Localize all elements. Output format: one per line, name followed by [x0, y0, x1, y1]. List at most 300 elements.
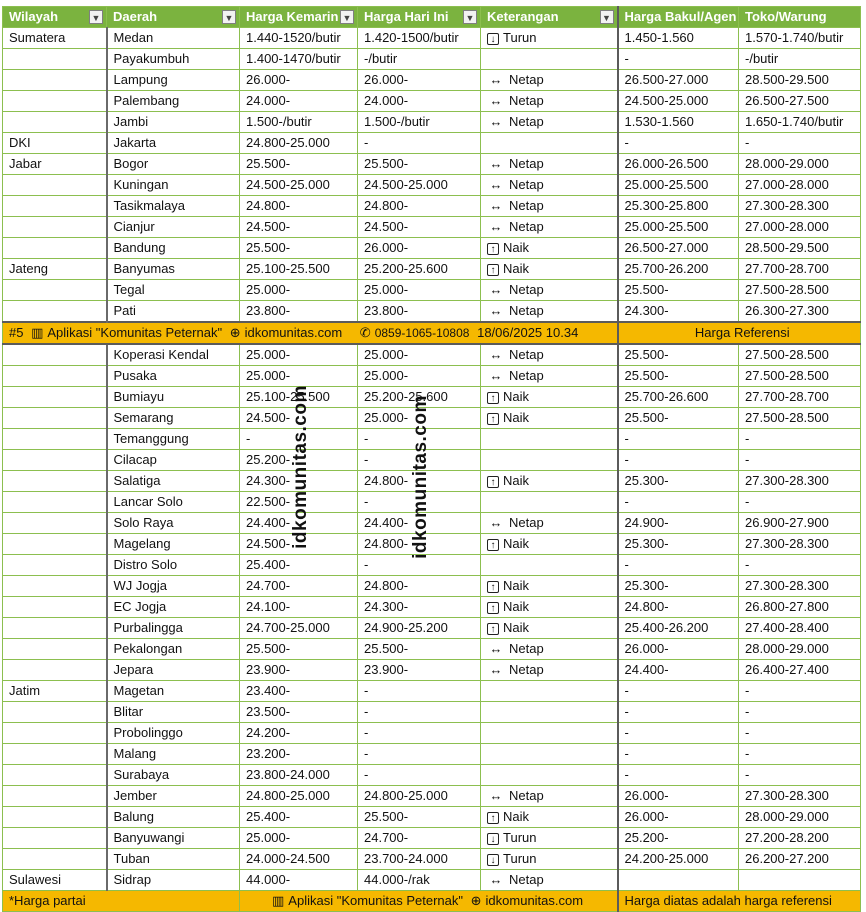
harga-hari-ini-cell: 26.000-	[358, 238, 481, 259]
keterangan-label: Netap	[509, 872, 544, 887]
toko-warung-cell: -	[739, 429, 861, 450]
harga-kemarin-cell: 25.400-	[240, 555, 358, 576]
filter-dropdown-icon[interactable]: ▼	[600, 10, 614, 24]
arrow-up-box-icon: ↑	[487, 602, 499, 614]
daerah-cell: Pati	[107, 301, 240, 323]
keterangan-cell	[481, 786, 618, 807]
harga-bakul-cell: 25.200-	[618, 828, 739, 849]
table-row	[3, 723, 861, 744]
toko-warung-cell	[739, 870, 861, 891]
daerah-cell: Magetan	[107, 681, 240, 702]
harga-hari-ini-cell: 24.700-	[358, 828, 481, 849]
toko-warung-cell: 27.500-28.500	[739, 280, 861, 301]
wilayah-cell	[3, 744, 107, 765]
toko-warung-cell: 27.500-28.500	[739, 344, 861, 366]
toko-warung-cell: 27.400-28.400	[739, 618, 861, 639]
daerah-cell: Payakumbuh	[107, 49, 240, 70]
harga-bakul-cell: -	[618, 450, 739, 471]
harga-bakul-cell: -	[618, 133, 739, 154]
wilayah-cell	[3, 238, 107, 259]
harga-kemarin-cell: 23.200-	[240, 744, 358, 765]
harga-bakul-cell: 25.500-	[618, 408, 739, 429]
keterangan-label: Naik	[503, 620, 530, 635]
daerah-cell: Lampung	[107, 70, 240, 91]
keterangan-cell	[481, 387, 618, 408]
harga-hari-ini-cell: 25.200-25.600	[358, 387, 481, 408]
harga-kemarin-cell: 25.100-25.500	[240, 259, 358, 280]
harga-bakul-cell: 25.300-	[618, 576, 739, 597]
filter-dropdown-icon[interactable]: ▼	[340, 10, 354, 24]
harga-hari-ini-cell: 25.000-	[358, 280, 481, 301]
harga-hari-ini-cell: -	[358, 555, 481, 576]
keterangan-cell	[481, 217, 618, 238]
harga-bakul-cell: -	[618, 702, 739, 723]
footer-app-info	[240, 891, 618, 912]
toko-warung-cell: 26.400-27.400	[739, 660, 861, 681]
table-row	[3, 744, 861, 765]
keterangan-cell	[481, 28, 618, 49]
daerah-cell: Medan	[107, 28, 240, 49]
daerah-cell: Magelang	[107, 534, 240, 555]
toko-warung-cell: -	[739, 744, 861, 765]
header-row	[3, 7, 861, 28]
harga-kemarin-cell: 1.400-1470/butir	[240, 49, 358, 70]
keterangan-cell	[481, 450, 618, 471]
harga-kemarin-cell: 25.000-	[240, 280, 358, 301]
harga-kemarin-cell: 23.800-24.000	[240, 765, 358, 786]
keterangan-cell	[481, 70, 618, 91]
harga-bakul-cell: 25.500-	[618, 366, 739, 387]
table-row	[3, 576, 861, 597]
wilayah-cell	[3, 807, 107, 828]
harga-kemarin-cell: 25.200-	[240, 450, 358, 471]
keterangan-cell	[481, 849, 618, 870]
toko-warung-cell: -	[739, 681, 861, 702]
toko-warung-cell: 28.000-29.000	[739, 639, 861, 660]
harga-kemarin-cell: 24.000-	[240, 91, 358, 112]
toko-warung-cell: 27.000-28.000	[739, 175, 861, 196]
keterangan-label: Netap	[509, 198, 544, 213]
toko-warung-cell: 27.300-28.300	[739, 534, 861, 555]
keterangan-label: Netap	[509, 156, 544, 171]
left-right-arrow-icon: ↔	[489, 662, 503, 677]
table-row	[3, 175, 861, 196]
table-row	[3, 196, 861, 217]
keterangan-cell	[481, 366, 618, 387]
keterangan-cell	[481, 723, 618, 744]
daerah-cell: Jepara	[107, 660, 240, 681]
harga-hari-ini-cell: -	[358, 723, 481, 744]
harga-kemarin-cell: 25.500-	[240, 154, 358, 175]
harga-hari-ini-cell: -	[358, 702, 481, 723]
harga-kemarin-cell: 24.700-	[240, 576, 358, 597]
wilayah-cell	[3, 639, 107, 660]
wilayah-cell	[3, 280, 107, 301]
left-right-arrow-icon: ↔	[489, 347, 503, 362]
keterangan-label: Naik	[503, 389, 530, 404]
toko-warung-cell: -	[739, 133, 861, 154]
toko-warung-cell: -	[739, 723, 861, 744]
harga-kemarin-cell: 24.500-	[240, 217, 358, 238]
left-right-arrow-icon: ↔	[489, 872, 503, 887]
header-harga-bakul[interactable]: Harga Bakul/Agen	[618, 7, 739, 28]
harga-hari-ini-cell: 25.000-	[358, 408, 481, 429]
watermark: idkomunitas.com	[289, 385, 311, 549]
arrow-down-box-icon: ↓	[487, 854, 499, 866]
wilayah-cell	[3, 112, 107, 133]
daerah-cell: Pekalongan	[107, 639, 240, 660]
wilayah-cell	[3, 70, 107, 91]
harga-kemarin-cell: 24.800-25.000	[240, 133, 358, 154]
harga-kemarin-cell: 25.000-	[240, 366, 358, 387]
keterangan-label: Naik	[503, 473, 530, 488]
daerah-cell: Kuningan	[107, 175, 240, 196]
table-row	[3, 828, 861, 849]
wilayah-cell	[3, 471, 107, 492]
table-row	[3, 259, 861, 280]
harga-hari-ini-cell: -	[358, 429, 481, 450]
harga-hari-ini-cell: 26.000-	[358, 70, 481, 91]
toko-warung-cell: 26.200-27.200	[739, 849, 861, 870]
table-row	[3, 301, 861, 323]
keterangan-cell	[481, 133, 618, 154]
globe-icon: ⊕	[470, 893, 482, 908]
keterangan-label: Netap	[509, 662, 544, 677]
harga-hari-ini-cell: 24.800-	[358, 196, 481, 217]
app-icon: ▥	[272, 893, 285, 908]
harga-hari-ini-cell: 24.800-	[358, 471, 481, 492]
toko-warung-cell: 27.300-28.300	[739, 576, 861, 597]
harga-bakul-cell: -	[618, 429, 739, 450]
harga-bakul-cell: 25.300-25.800	[618, 196, 739, 217]
harga-bakul-cell: 26.000-26.500	[618, 154, 739, 175]
wilayah-cell	[3, 175, 107, 196]
keterangan-label: Netap	[509, 303, 544, 318]
harga-bakul-cell: 26.000-	[618, 807, 739, 828]
harga-hari-ini-cell: 24.800-	[358, 576, 481, 597]
toko-warung-cell: -	[739, 765, 861, 786]
wilayah-cell	[3, 702, 107, 723]
filter-dropdown-icon[interactable]: ▼	[222, 10, 236, 24]
header-toko-warung[interactable]: Toko/Warung	[739, 7, 861, 28]
wilayah-cell	[3, 555, 107, 576]
harga-bakul-cell: -	[618, 765, 739, 786]
harga-hari-ini-cell: 24.500-	[358, 217, 481, 238]
keterangan-label: Netap	[509, 368, 544, 383]
harga-bakul-cell: 24.800-	[618, 597, 739, 618]
wilayah-cell	[3, 429, 107, 450]
keterangan-label: Netap	[509, 93, 544, 108]
wilayah-cell: Jatim	[3, 681, 107, 702]
harga-kemarin-cell: 23.800-	[240, 301, 358, 323]
keterangan-label: Netap	[509, 114, 544, 129]
left-right-arrow-icon: ↔	[489, 368, 503, 383]
phone-icon: ✆	[359, 325, 371, 340]
harga-hari-ini-cell: 24.800-	[358, 534, 481, 555]
keterangan-cell	[481, 238, 618, 259]
daerah-cell: Pusaka	[107, 366, 240, 387]
harga-kemarin-cell: 25.500-	[240, 238, 358, 259]
harga-bakul-cell: 1.450-1.560	[618, 28, 739, 49]
wilayah-cell	[3, 597, 107, 618]
daerah-cell: Blitar	[107, 702, 240, 723]
wilayah-cell	[3, 723, 107, 744]
toko-warung-cell: 26.500-27.500	[739, 91, 861, 112]
keterangan-cell	[481, 681, 618, 702]
wilayah-cell: Jabar	[3, 154, 107, 175]
daerah-cell: Purbalingga	[107, 618, 240, 639]
harga-hari-ini-cell: 1.500-/butir	[358, 112, 481, 133]
wilayah-cell	[3, 786, 107, 807]
keterangan-cell	[481, 154, 618, 175]
toko-warung-cell: 27.300-28.300	[739, 786, 861, 807]
harga-kemarin-cell: 24.700-25.000	[240, 618, 358, 639]
table-row	[3, 702, 861, 723]
harga-bakul-cell: -	[618, 49, 739, 70]
harga-bakul-cell: 26.000-	[618, 639, 739, 660]
keterangan-cell	[481, 112, 618, 133]
left-right-arrow-icon: ↔	[489, 515, 503, 530]
footer-row	[3, 891, 861, 912]
daerah-cell: Tasikmalaya	[107, 196, 240, 217]
toko-warung-cell: 26.900-27.900	[739, 513, 861, 534]
harga-bakul-cell: -	[618, 681, 739, 702]
keterangan-label: Turun	[503, 830, 537, 845]
wilayah-cell	[3, 301, 107, 323]
toko-warung-cell: 27.300-28.300	[739, 196, 861, 217]
harga-kemarin-cell: 23.500-	[240, 702, 358, 723]
banner-app-name: Aplikasi "Komunitas Peternak"	[47, 325, 223, 340]
daerah-cell: Lancar Solo	[107, 492, 240, 513]
daerah-cell: Koperasi Kendal	[107, 344, 240, 366]
table-row	[3, 849, 861, 870]
keterangan-cell	[481, 744, 618, 765]
banner-website[interactable]: idkomunitas.com	[244, 325, 343, 340]
toko-warung-cell: 27.300-28.300	[739, 471, 861, 492]
keterangan-label: Netap	[509, 641, 544, 656]
wilayah-cell	[3, 492, 107, 513]
daerah-cell: Solo Raya	[107, 513, 240, 534]
wilayah-cell: DKI	[3, 133, 107, 154]
table-body-top	[3, 28, 861, 323]
harga-bakul-cell: 25.700-26.200	[618, 259, 739, 280]
wilayah-cell: Jateng	[3, 259, 107, 280]
keterangan-cell	[481, 301, 618, 323]
harga-hari-ini-cell: 24.300-	[358, 597, 481, 618]
keterangan-cell	[481, 555, 618, 576]
toko-warung-cell: 27.200-28.200	[739, 828, 861, 849]
toko-warung-cell: 28.000-29.000	[739, 807, 861, 828]
arrow-up-box-icon: ↑	[487, 413, 499, 425]
arrow-up-box-icon: ↑	[487, 581, 499, 593]
keterangan-cell	[481, 702, 618, 723]
harga-bakul-cell: -	[618, 744, 739, 765]
harga-bakul-cell: 24.400-	[618, 660, 739, 681]
harga-kemarin-cell: 25.500-	[240, 639, 358, 660]
wilayah-cell	[3, 344, 107, 366]
table-row	[3, 870, 861, 891]
toko-warung-cell: 27.700-28.700	[739, 387, 861, 408]
harga-kemarin-cell: 24.000-24.500	[240, 849, 358, 870]
daerah-cell: Banyumas	[107, 259, 240, 280]
toko-warung-cell: 28.500-29.500	[739, 238, 861, 259]
left-right-arrow-icon: ↔	[489, 198, 503, 213]
toko-warung-cell: 1.570-1.740/butir	[739, 28, 861, 49]
table-row	[3, 70, 861, 91]
app-icon: ▥	[31, 325, 44, 340]
harga-hari-ini-cell: 1.420-1500/butir	[358, 28, 481, 49]
keterangan-label: Netap	[509, 347, 544, 362]
keterangan-cell	[481, 807, 618, 828]
daerah-cell: Temanggung	[107, 429, 240, 450]
daerah-cell: Probolinggo	[107, 723, 240, 744]
wilayah-cell	[3, 408, 107, 429]
keterangan-cell	[481, 175, 618, 196]
keterangan-cell	[481, 828, 618, 849]
keterangan-cell	[481, 408, 618, 429]
harga-hari-ini-cell: -	[358, 492, 481, 513]
wilayah-cell: Sulawesi	[3, 870, 107, 891]
left-right-arrow-icon: ↔	[489, 303, 503, 318]
header-daerah[interactable]: Daerah ▼	[107, 7, 240, 28]
table-row	[3, 618, 861, 639]
wilayah-cell	[3, 387, 107, 408]
info-banner	[3, 322, 618, 344]
footer-note: *Harga partai	[3, 891, 240, 912]
harga-kemarin-cell: 25.100-25.500	[240, 387, 358, 408]
harga-hari-ini-cell: -	[358, 765, 481, 786]
table-row	[3, 366, 861, 387]
keterangan-cell	[481, 660, 618, 681]
table-row	[3, 112, 861, 133]
harga-kemarin-cell: 1.500-/butir	[240, 112, 358, 133]
harga-hari-ini-cell: 23.900-	[358, 660, 481, 681]
left-right-arrow-icon: ↔	[489, 156, 503, 171]
harga-kemarin-cell: 23.400-	[240, 681, 358, 702]
toko-warung-cell: 27.700-28.700	[739, 259, 861, 280]
wilayah-cell	[3, 849, 107, 870]
banner-number: #5	[9, 325, 24, 340]
keterangan-label: Netap	[509, 282, 544, 297]
wilayah-cell	[3, 366, 107, 387]
harga-hari-ini-cell: 44.000-/rak	[358, 870, 481, 891]
arrow-down-box-icon: ↓	[487, 833, 499, 845]
header-harga-kemarin[interactable]: Harga Kemarin ▼	[240, 7, 358, 28]
harga-hari-ini-cell: -	[358, 681, 481, 702]
harga-hari-ini-cell: 24.900-25.200	[358, 618, 481, 639]
harga-hari-ini-cell: 25.500-	[358, 639, 481, 660]
harga-kemarin-cell: 24.500-	[240, 408, 358, 429]
header-keterangan[interactable]: Keterangan ▼	[481, 7, 618, 28]
harga-bakul-cell: 25.300-	[618, 471, 739, 492]
harga-bakul-cell: 25.700-26.600	[618, 387, 739, 408]
toko-warung-cell: 27.000-28.000	[739, 217, 861, 238]
arrow-up-box-icon: ↑	[487, 812, 499, 824]
table-row	[3, 91, 861, 112]
wilayah-cell	[3, 49, 107, 70]
footer-website[interactable]: idkomunitas.com	[485, 893, 584, 908]
filter-dropdown-icon[interactable]: ▼	[463, 10, 477, 24]
keterangan-label: Netap	[509, 219, 544, 234]
arrow-up-box-icon: ↑	[487, 264, 499, 276]
keterangan-label: Naik	[503, 809, 530, 824]
footer-body	[3, 891, 861, 912]
harga-bakul-cell: 26.000-	[618, 786, 739, 807]
keterangan-label: Naik	[503, 536, 530, 551]
harga-bakul-cell: -	[618, 555, 739, 576]
daerah-cell: Tegal	[107, 280, 240, 301]
daerah-cell: Cilacap	[107, 450, 240, 471]
harga-kemarin-cell: 26.000-	[240, 70, 358, 91]
keterangan-cell	[481, 513, 618, 534]
left-right-arrow-icon: ↔	[489, 788, 503, 803]
wilayah-cell	[3, 534, 107, 555]
harga-hari-ini-cell: 24.000-	[358, 91, 481, 112]
harga-hari-ini-cell: 25.500-	[358, 154, 481, 175]
keterangan-label: Netap	[509, 788, 544, 803]
table-row	[3, 217, 861, 238]
harga-kemarin-cell: 24.800-	[240, 196, 358, 217]
toko-warung-cell: 26.800-27.800	[739, 597, 861, 618]
filter-dropdown-icon[interactable]: ▼	[89, 10, 103, 24]
banner-phone[interactable]: 0859-1065-10808	[374, 326, 470, 340]
harga-hari-ini-cell: 25.000-	[358, 366, 481, 387]
header-harga-hari-ini[interactable]: Harga Hari Ini ▼	[358, 7, 481, 28]
keterangan-label: Naik	[503, 599, 530, 614]
banner-datetime: 18/06/2025 10.34	[477, 325, 579, 340]
harga-kemarin-cell: 23.900-	[240, 660, 358, 681]
harga-hari-ini-cell: 25.000-	[358, 344, 481, 366]
daerah-cell: Jambi	[107, 112, 240, 133]
daerah-cell: Palembang	[107, 91, 240, 112]
wilayah-cell	[3, 618, 107, 639]
keterangan-label: Netap	[509, 72, 544, 87]
left-right-arrow-icon: ↔	[489, 114, 503, 129]
harga-kemarin-cell: 24.400-	[240, 513, 358, 534]
arrow-down-box-icon: ↓	[487, 33, 499, 45]
left-right-arrow-icon: ↔	[489, 219, 503, 234]
table-row	[3, 660, 861, 681]
left-right-arrow-icon: ↔	[489, 72, 503, 87]
harga-bakul-cell: 25.500-	[618, 344, 739, 366]
harga-kemarin-cell: -	[240, 429, 358, 450]
keterangan-label: Netap	[509, 177, 544, 192]
keterangan-cell	[481, 280, 618, 301]
harga-bakul-cell: 24.500-25.000	[618, 91, 739, 112]
arrow-up-box-icon: ↑	[487, 392, 499, 404]
footer-reference-note: Harga diatas adalah harga referensi	[618, 891, 861, 912]
keterangan-cell	[481, 618, 618, 639]
toko-warung-cell: 27.500-28.500	[739, 408, 861, 429]
harga-bakul-cell: -	[618, 723, 739, 744]
wilayah-cell	[3, 91, 107, 112]
table-row	[3, 765, 861, 786]
harga-bakul-cell: 25.400-26.200	[618, 618, 739, 639]
wilayah-cell	[3, 576, 107, 597]
table-row	[3, 344, 861, 366]
harga-kemarin-cell: 24.500-	[240, 534, 358, 555]
arrow-up-box-icon: ↑	[487, 539, 499, 551]
header-wilayah[interactable]: Wilayah ▼	[3, 7, 107, 28]
left-right-arrow-icon: ↔	[489, 177, 503, 192]
harga-bakul-cell: 24.200-25.000	[618, 849, 739, 870]
toko-warung-cell: 1.650-1.740/butir	[739, 112, 861, 133]
harga-hari-ini-cell: 24.400-	[358, 513, 481, 534]
wilayah-cell	[3, 660, 107, 681]
harga-kemarin-cell: 25.000-	[240, 344, 358, 366]
keterangan-cell	[481, 429, 618, 450]
harga-hari-ini-cell: -	[358, 744, 481, 765]
